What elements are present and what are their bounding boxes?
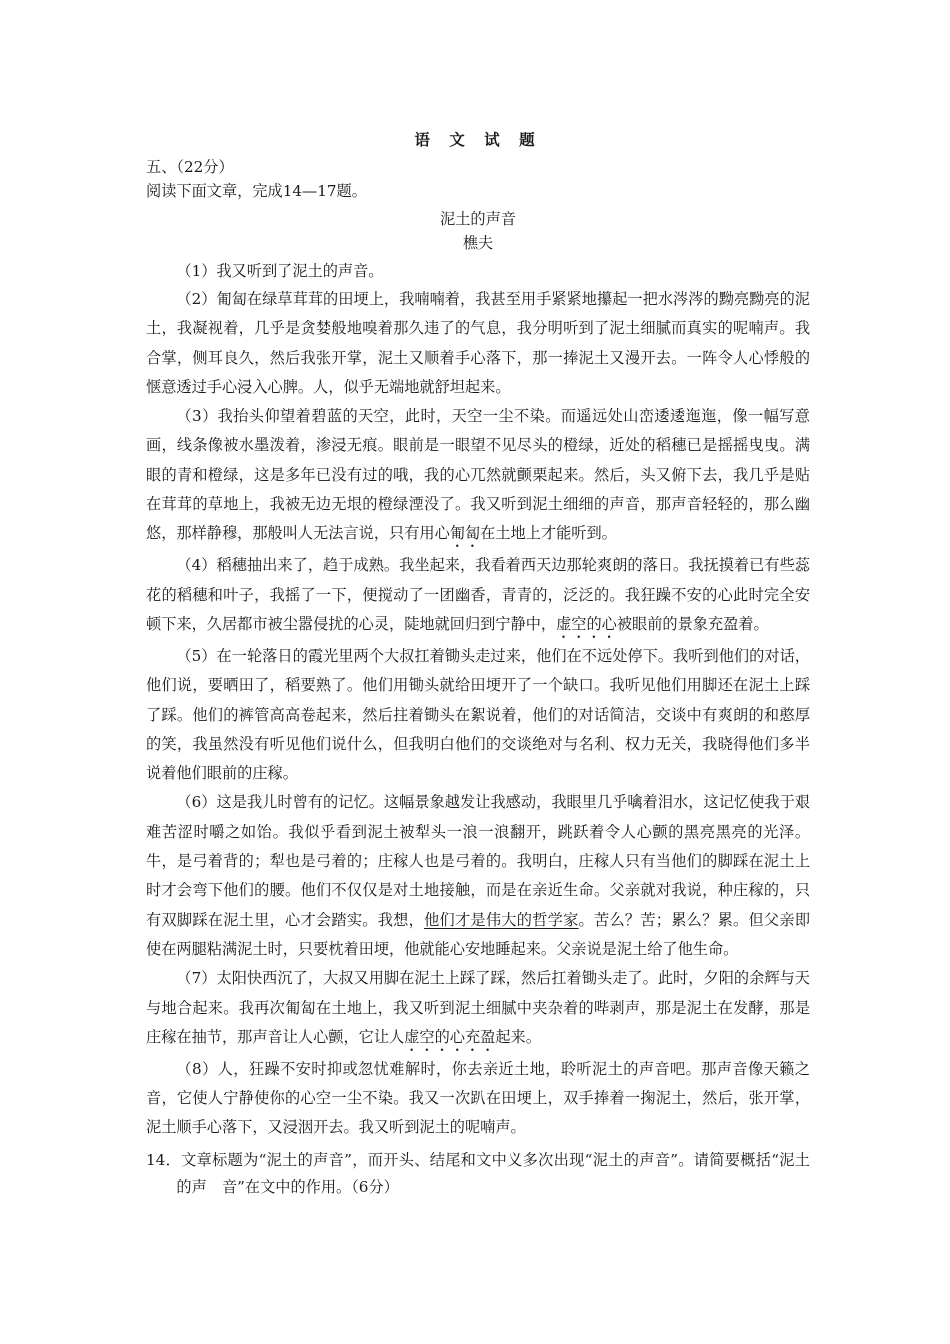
paragraph-7-text-b: 起来。 bbox=[495, 1027, 541, 1046]
paragraph-4-text-a: （4）稻穗抽出来了，趋于成熟。我坐起来，我看着西天边那轮爽朗的落日。我抚摸着已有些蕊花的稻穗和叶子，我摇了一下，便搅动了一团幽香，青青的，泛泛的。我狂躁不安的心此时完全安顿下来，久居都市被尘嚣侵扰的心灵，陡地就回归到宁静中， bbox=[146, 556, 810, 633]
paragraph-7-text-a: （7）太阳快西沉了，大叔又用脚在泥土上踩了踩，然后扛着锄头走了。此时，夕阳的余辉与天与地合起来。我再次匍匐在土地上，我又听到泥土细腻中夹杂着的哔剥声，那是泥土在发酵，那是庄稼在抽节，那声音让人心颤，它让人 bbox=[146, 969, 810, 1046]
emphasized-phrase-xukong: 虚空的心 bbox=[556, 614, 617, 633]
paragraph-1: （1）我又听到了泥土的声音。 bbox=[176, 262, 384, 280]
paragraph-6 bbox=[146, 788, 810, 964]
paragraph-6-text-a: （6）这是我儿时曾有的记忆。这幅景象越发让我感动，我眼里几乎噙着泪水，这记忆使我于艰难苦涩时嚼之如饴。我似乎看到泥土被犁头一浪一浪翻开，跳跃着令人心颤的黑亮黑亮的光泽。牛，是弓着背的；犁也是弓着的；庄稼人也是弓着的。我明白，庄稼人只有当他们的脚踩在泥土上时才会弯下他们的腰。他们不仅仅是对土地接触，而是在亲近生命。父亲就对我说，种庄稼的，只有双脚踩在泥土里，心才会踏实。我想， bbox=[146, 793, 810, 929]
paragraph-3-text-a: （3）我抬头仰望着碧蓝的天空，此时，天空一尘不染。而遥远处山峦逶逶迤迤，像一幅写意画，线条像被水墨泼着，渗浸无痕。眼前是一眼望不见尽头的橙绿，近处的稻穗已是摇摇曳曳。满眼的青和橙绿，这是多年已没有过的哦，我的心兀然就颤栗起来。然后，头又俯下去，我几乎是贴在茸茸的草地上，我被无边无垠的橙绿湮没了。我又听到泥土细细的声音，那声音轻轻的，那么幽悠，那样静穆，那般叫人无法言说，只有用心 bbox=[146, 407, 810, 543]
page-title: 语 文 试 题 bbox=[414, 130, 542, 149]
question-14: 14．文章标题为“泥土的声音”，而开头、结尾和文中义多次出现“泥土的声音”。请简要概括“泥土的声 音”在文中的作用。（6分） bbox=[146, 1150, 810, 1196]
paragraph-4 bbox=[146, 551, 810, 642]
paragraph-8: （8）人，狂躁不安时抑或忽忧难解时，你去亲近土地，聆听泥土的声音吧。那声音像天籁之音，它使人宁静使你的心空一尘不染。我又一次趴在田埂上，双手捧着一掬泥土，然后，张开掌，泥土顺手心落下，又浸洇开去。我又听到泥土的呢喃声。 bbox=[146, 1059, 810, 1137]
paragraph-6-text-b: 。苦么？苦；累么？累。但父亲即使在两腿粘满泥土时，只要枕着田埂，他就能心安地睡起来。父亲说是泥土给了他生命。 bbox=[146, 910, 811, 958]
emphasized-word-pufu: 匍匐 bbox=[449, 524, 481, 543]
paragraph-3-text-b: 在土地上才能听到。 bbox=[480, 524, 617, 543]
article-author: 樵夫 bbox=[462, 234, 494, 252]
emphasized-phrase-chongying: 虚空的心充盈 bbox=[404, 1027, 496, 1046]
section-instruction: 阅读下面文章，完成14—17题。 bbox=[146, 182, 367, 200]
section-label: 五、（22分） bbox=[146, 158, 234, 176]
underlined-sentence: 他们才是伟大的哲学家 bbox=[424, 910, 579, 929]
paragraph-3 bbox=[146, 402, 810, 551]
exam-page bbox=[146, 128, 810, 1201]
paragraph-2: （2）匍匐在绿草茸茸的田埂上，我喃喃着，我甚至用手紧紧地攥起一把水涔涔的黝亮黝亮的泥土，我凝视着，几乎是贪婪般地嗅着那久违了的气息，我分明听到了泥土细腻而真实的呢喃声。我合掌，侧耳良久，然后我张开掌，泥土又顺着手心落下，那一捧泥土又漫开去。一阵令人心悸般的惬意透过手心浸入心脾。人，似乎无端地就舒坦起来。 bbox=[146, 290, 810, 396]
paragraph-5: （5）在一轮落日的霞光里两个大叔扛着锄头走过来，他们在不远处停下。我听到他们的对话，他们说，要晒田了，稻要熟了。他们用锄头就给田埂开了一个缺口。我听见他们用脚还在泥土上踩了踩。他们的裤管高高卷起来，然后拄着锄头在絮说着，他们的对话简洁，交谈中有爽朗的和憨厚的笑，我虽然没有听见他们说什么，但我明白他们的交谈绝对与名利、权力无关，我晓得他们多半说着他们眼前的庄稼。 bbox=[146, 646, 810, 783]
paragraph-4-text-b: 被眼前的景象充盈着。 bbox=[616, 614, 769, 633]
article-title: 泥土的声音 bbox=[440, 210, 516, 228]
paragraph-7 bbox=[146, 964, 810, 1055]
